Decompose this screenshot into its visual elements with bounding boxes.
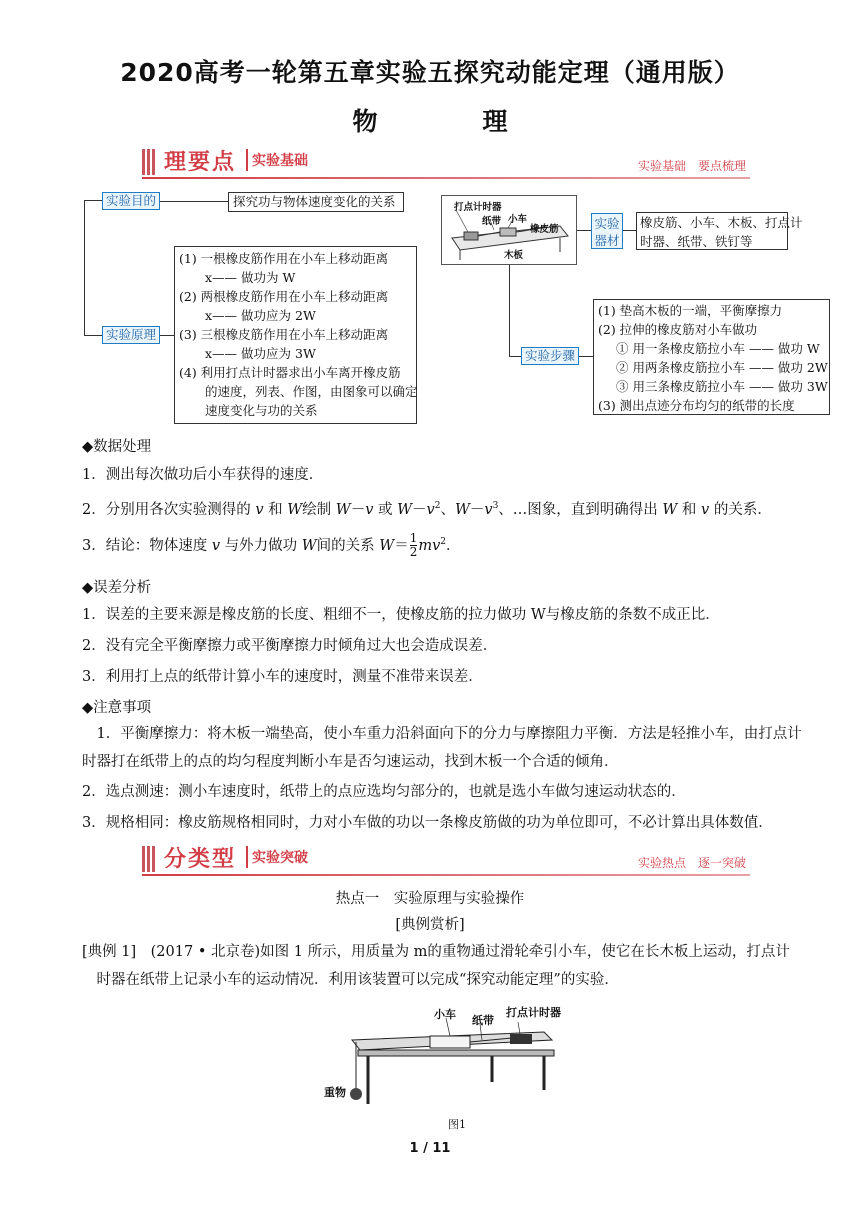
banner-underline: [142, 874, 750, 876]
document-title: 2020高考一轮第五章实验五探究动能定理（通用版）: [120, 58, 740, 87]
connector: [509, 356, 521, 357]
equipment-line: 橡皮筋、小车、木板、打点计: [640, 215, 803, 230]
banner-title: 分类型: [164, 847, 237, 872]
example-1-text: [典例 1] (2017 • 北京卷)如图 1 所示，用质量为 m的重物通过滑轮牵引小车，使它在长木板上运动，打点计时器在纸带上记录小车的运动情况．利用该装置可以完成“探究动能定理”的实验．: [82, 944, 790, 988]
connector: [160, 335, 174, 336]
principle-line: x—— 做功应为 3W: [205, 346, 316, 361]
text-run: 的关系．: [713, 501, 772, 518]
notes-heading: ◆注意事项: [82, 700, 152, 716]
principle-line: (2) 两根橡皮筋作用在小车上移动距离: [179, 289, 389, 304]
connector: [577, 230, 591, 231]
subject-title: 物 理: [352, 107, 548, 136]
connector: [579, 356, 593, 357]
principle-tag: 实验原理: [102, 326, 160, 344]
data-item-1: 1．测出每次做功后小车获得的速度．: [82, 467, 324, 483]
banner-right-text: 实验热点 逐一突破: [637, 856, 746, 870]
banner-subtitle: 实验突破: [252, 850, 308, 866]
figure-label: 小车: [434, 1008, 456, 1021]
section-banner-basics: [142, 147, 750, 179]
apparatus-label: 木板: [504, 250, 524, 261]
connector: [509, 265, 510, 357]
fraction-denominator: 2: [409, 545, 418, 560]
banner-underline: [142, 177, 750, 179]
steps-line: (1) 垫高木板的一端，平衡摩擦力: [598, 303, 783, 318]
steps-line: (3) 测出点迹分布均匀的纸带的长度: [598, 398, 795, 413]
connector: [84, 335, 102, 336]
figure-caption: 图1: [448, 1118, 466, 1131]
connector: [623, 230, 636, 231]
text-run: 与外力做功: [224, 537, 298, 554]
text-run: ．: [446, 537, 461, 554]
text-run: 3．结论：物体速度: [82, 537, 208, 554]
equipment-box: [636, 212, 803, 250]
principle-line: (4) 利用打点计时器求出小车离开橡皮筋: [179, 365, 401, 380]
text-run: 间的关系: [316, 537, 375, 554]
principle-line: (3) 三根橡皮筋作用在小车上移动距离: [179, 327, 389, 342]
steps-line: ③ 用三条橡皮筋拉小车 —— 做功 3W: [616, 379, 828, 394]
banner-bars: [142, 846, 156, 872]
data-processing-heading: ◆数据处理: [82, 439, 152, 455]
banner-bars: [142, 149, 156, 175]
equipment-line: 时器、纸带、铁钉等: [640, 234, 753, 249]
text-run: 绘制: [302, 501, 332, 518]
error-item-3: 3．利用打上点的纸带计算小车的速度时，测量不准带来误差．: [82, 669, 483, 685]
steps-line: (2) 拉伸的橡皮筋对小车做功: [598, 322, 758, 337]
text-run: 、: [440, 501, 455, 518]
error-item-1: 1．误差的主要来源是橡皮筋的长度、粗细不一，使橡皮筋的拉力做功 W与橡皮筋的条数不成正比．: [82, 607, 720, 623]
text-run: 、…图象，直到明确得出: [498, 501, 658, 518]
trunk-line: [84, 200, 85, 336]
principle-line: 速度变化与功的关系: [205, 403, 318, 418]
connector: [160, 201, 228, 202]
principle-box: [174, 246, 417, 424]
data-item-2: 2．分别用各次实验测得的 v 和 W绘制 W－v 或 $W-v^2$、$W-v^3$、…图象，直到明确得出 W 和 v 的关系．: [82, 501, 772, 518]
text-run: 和: [681, 501, 697, 518]
text-run: 或: [378, 501, 393, 518]
figure-1: [322, 1004, 562, 1132]
banner-title: 理要点: [164, 150, 237, 175]
notes-item-2: 2．选点测速：测小车速度时，纸带上的点应选均匀部分的，也就是选小车做匀速运动状态的．: [82, 784, 686, 800]
apparatus-figure: [441, 195, 577, 265]
principle-line: x—— 做功为 W: [205, 270, 296, 285]
error-analysis-heading: ◆误差分析: [82, 580, 152, 596]
notes-item-1: 1．平衡摩擦力：将木板一端垫高，使小车重力沿斜面向下的分力与摩擦阻力平衡．方法是轻推小车，由打点计时器打在纸带上的点的均匀程度判断小车是否匀速运动，找到木板一个合适的倾角．: [82, 726, 802, 770]
figure-1-drawing: [322, 1004, 562, 1132]
figure-label: 纸带: [472, 1014, 494, 1027]
hotspot-heading: 热点一 实验原理与实验操作: [335, 891, 525, 907]
text-run: 和: [268, 501, 283, 518]
figure-label: 打点计时器: [506, 1006, 561, 1019]
principle-line: (1) 一根橡皮筋作用在小车上移动距离: [179, 251, 389, 266]
fraction: [410, 532, 418, 559]
figure-label: 重物: [324, 1086, 346, 1099]
purpose-box: 探究功与物体速度变化的关系: [228, 192, 404, 212]
connector: [84, 200, 102, 201]
fraction-numerator: 1: [409, 531, 418, 546]
banner-subtitle: 实验基础: [252, 153, 308, 169]
purpose-tag: 实验目的: [102, 192, 160, 210]
steps-line: ① 用一条橡皮筋拉小车 —— 做功 W: [616, 341, 820, 356]
apparatus-label: 纸带: [482, 216, 502, 227]
banner-right-text: 实验基础 要点梳理: [637, 159, 746, 173]
section-banner-practice: [142, 844, 750, 876]
apparatus-label: 打点计时器: [454, 202, 502, 213]
steps-tag: 实验步骤: [521, 347, 579, 365]
example-heading: [典例赏析]: [395, 917, 465, 933]
apparatus-label: 小车: [508, 214, 528, 225]
data-item-3: 3．结论：物体速度 v 与外力做功 W间的关系 W＝ $\frac{1}{2}$ $mv^2$．: [82, 531, 461, 560]
error-item-2: 2．没有完全平衡摩擦力或平衡摩擦力时倾角过大也会造成误差．: [82, 638, 498, 654]
steps-box: [593, 299, 830, 415]
notes-item-3: 3．规格相同：橡皮筋规格相同时，力对小车做的功以一条橡皮筋做的功为单位即可，不必计算出具体数值．: [82, 815, 773, 831]
banner-separator: [246, 846, 248, 868]
apparatus-label: 橡皮筋: [530, 224, 559, 235]
text-run: 2．分别用各次实验测得的: [82, 501, 251, 518]
principle-line: x—— 做功应为 2W: [205, 308, 316, 323]
equipment-tag: 实验器材: [591, 213, 623, 249]
principle-line: 的速度，列表、作图，由图象可以确定: [205, 384, 418, 399]
steps-line: ② 用两条橡皮筋拉小车 —— 做功 2W: [616, 360, 828, 375]
page-number: 1 / 11: [409, 1141, 451, 1156]
banner-separator: [246, 149, 248, 171]
